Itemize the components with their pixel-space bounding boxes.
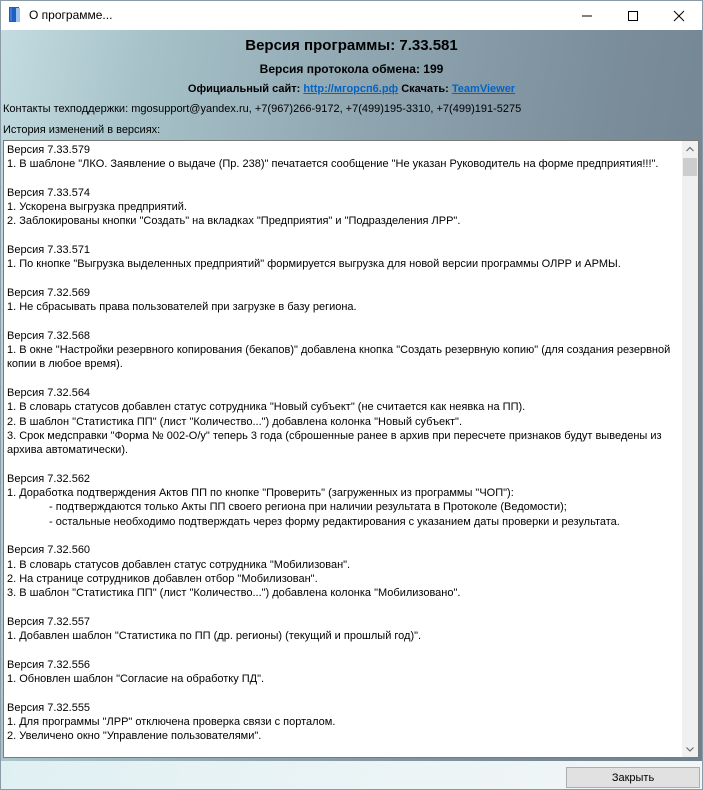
entry-version: Версия 7.32.556 (7, 658, 91, 671)
entry-version: Версия 7.33.571 (7, 244, 91, 257)
history-content (7, 143, 683, 758)
teamviewer-link[interactable]: TeamViewer (451, 83, 516, 95)
app-book-icon (9, 7, 21, 23)
entry-line: 1. В словарь статусов добавлен статус сотрудника "Мобилизован". (7, 558, 351, 571)
entry-line: 1. Доработка подтверждения Актов ПП по кнопке "Проверить" (загруженных из программы "ЧОП"): (7, 487, 514, 500)
entry-line: 3. Срок медсправки "Форма № 002-О/у" теперь 3 года (сброшенные ранее в архив при пересчете признаков будут выведены из (7, 429, 662, 442)
scroll-thumb[interactable] (683, 158, 697, 176)
entry-version: Версия 7.33.579 (7, 144, 91, 156)
entry-line: 1. Добавлен шаблон "Статистика по ПП (др. регионы) (текущий и прошлый год)". (7, 630, 422, 643)
download-label: Скачать: (401, 83, 449, 95)
history-entry (7, 286, 683, 315)
support-contacts: Контакты техподдержки: mgosupport@yandex.ru, +7(967)266-9172, +7(499)195-3310, +7(499)191-5275 (3, 103, 522, 115)
window-title: О программе... (29, 8, 113, 22)
entry-line: 1. В шаблоне "ЛКО. Заявление о выдаче (Пр. 238)" печатается сообщение "Не указан Руководитель на форме предприятия!!!". (7, 158, 659, 171)
history-textbox[interactable] (3, 140, 699, 758)
close-icon (673, 10, 685, 22)
program-version: Версия программы: 7.33.581 (245, 37, 458, 54)
site-line (1, 83, 702, 95)
scroll-down-button[interactable] (682, 741, 698, 757)
entry-line: 2. Заблокированы кнопки "Создать" на вкладках "Предприятия" и "Подразделения ЛРР". (7, 215, 461, 228)
entry-line: 1. Ускорена выгрузка предприятий. (7, 201, 187, 214)
history-entry (7, 386, 683, 457)
entry-version: Версия 7.32.569 (7, 286, 91, 299)
minimize-button[interactable] (564, 1, 610, 30)
title-bar[interactable] (1, 1, 702, 30)
entry-line: 1. Для программы "ЛРР" отключена проверка связи с порталом. (7, 715, 336, 728)
entry-subline: - подтверждаются только Акты ПП своего региона при наличии результата в Протоколе (Ведомости); (49, 501, 567, 514)
chevron-up-icon (682, 141, 698, 157)
entry-subline: - остальные необходимо подтверждать через форму редактирования с указанием даты проверки и результата. (49, 515, 620, 528)
history-entry (7, 658, 683, 687)
entry-version: Версия 7.32.555 (7, 701, 91, 714)
entry-version: Версия 7.32.562 (7, 472, 91, 485)
close-window-button[interactable] (656, 1, 702, 30)
entry-line: 2. Увеличено окно "Управление пользователями". (7, 730, 262, 743)
site-link[interactable]: http://мгорсп6.рф (303, 83, 399, 95)
entry-line: 3. В шаблон "Статистика ПП" (лист "Количество...") добавлена колонка "Мобилизовано". (7, 587, 461, 600)
entry-version: Версия 7.32.560 (7, 544, 91, 557)
entry-line: архива автоматически). (7, 444, 129, 457)
entry-line: 1. В окне "Настройки резервного копирования (бекапов)" добавлена кнопка "Создать резервную копию" (для создания резервной (7, 344, 671, 357)
scroll-up-button[interactable] (682, 141, 698, 157)
entry-line: 1. Обновлен шаблон "Согласие на обработку ПД". (7, 672, 265, 685)
entry-line: копии в любое время). (7, 358, 123, 371)
history-entry (7, 472, 683, 529)
history-entry (7, 329, 683, 372)
entry-line: 1. По кнопке "Выгрузка выделенных предприятий" формируется выгрузка для новой версии программы ОЛРР и АРМЫ. (7, 258, 621, 271)
vertical-scrollbar[interactable] (682, 141, 698, 757)
entry-version: Версия 7.32.564 (7, 387, 91, 400)
protocol-version: Версия протокола обмена: 199 (259, 62, 444, 76)
entry-version: Версия 7.33.574 (7, 186, 91, 199)
close-button[interactable]: Закрыть (566, 767, 700, 788)
history-entry (7, 186, 683, 229)
entry-line: 2. В шаблон "Статистика ПП" (лист "Количество...") добавлена колонка "Новый субъект". (7, 415, 463, 428)
entry-line: 2. На странице сотрудников добавлен отбор "Мобилизован". (7, 572, 318, 585)
maximize-button[interactable] (610, 1, 656, 30)
chevron-down-icon (682, 741, 698, 757)
entry-version: Версия 7.32.557 (7, 615, 91, 628)
history-entry (7, 701, 683, 744)
history-label: История изменений в версиях: (3, 124, 161, 136)
history-entry (7, 543, 683, 600)
maximize-icon (627, 10, 639, 22)
minimize-icon (581, 10, 593, 22)
history-entry (7, 615, 683, 644)
entry-line: 1. Не сбрасывать права пользователей при загрузке в базу региона. (7, 301, 357, 314)
history-entry (7, 243, 683, 272)
site-label: Официальный сайт: (187, 83, 301, 95)
entry-line: 1. В словарь статусов добавлен статус сотрудника "Новый субъект" (не считается как неявка на ПП). (7, 401, 526, 414)
entry-version: Версия 7.32.568 (7, 329, 91, 342)
history-entry (7, 143, 683, 172)
